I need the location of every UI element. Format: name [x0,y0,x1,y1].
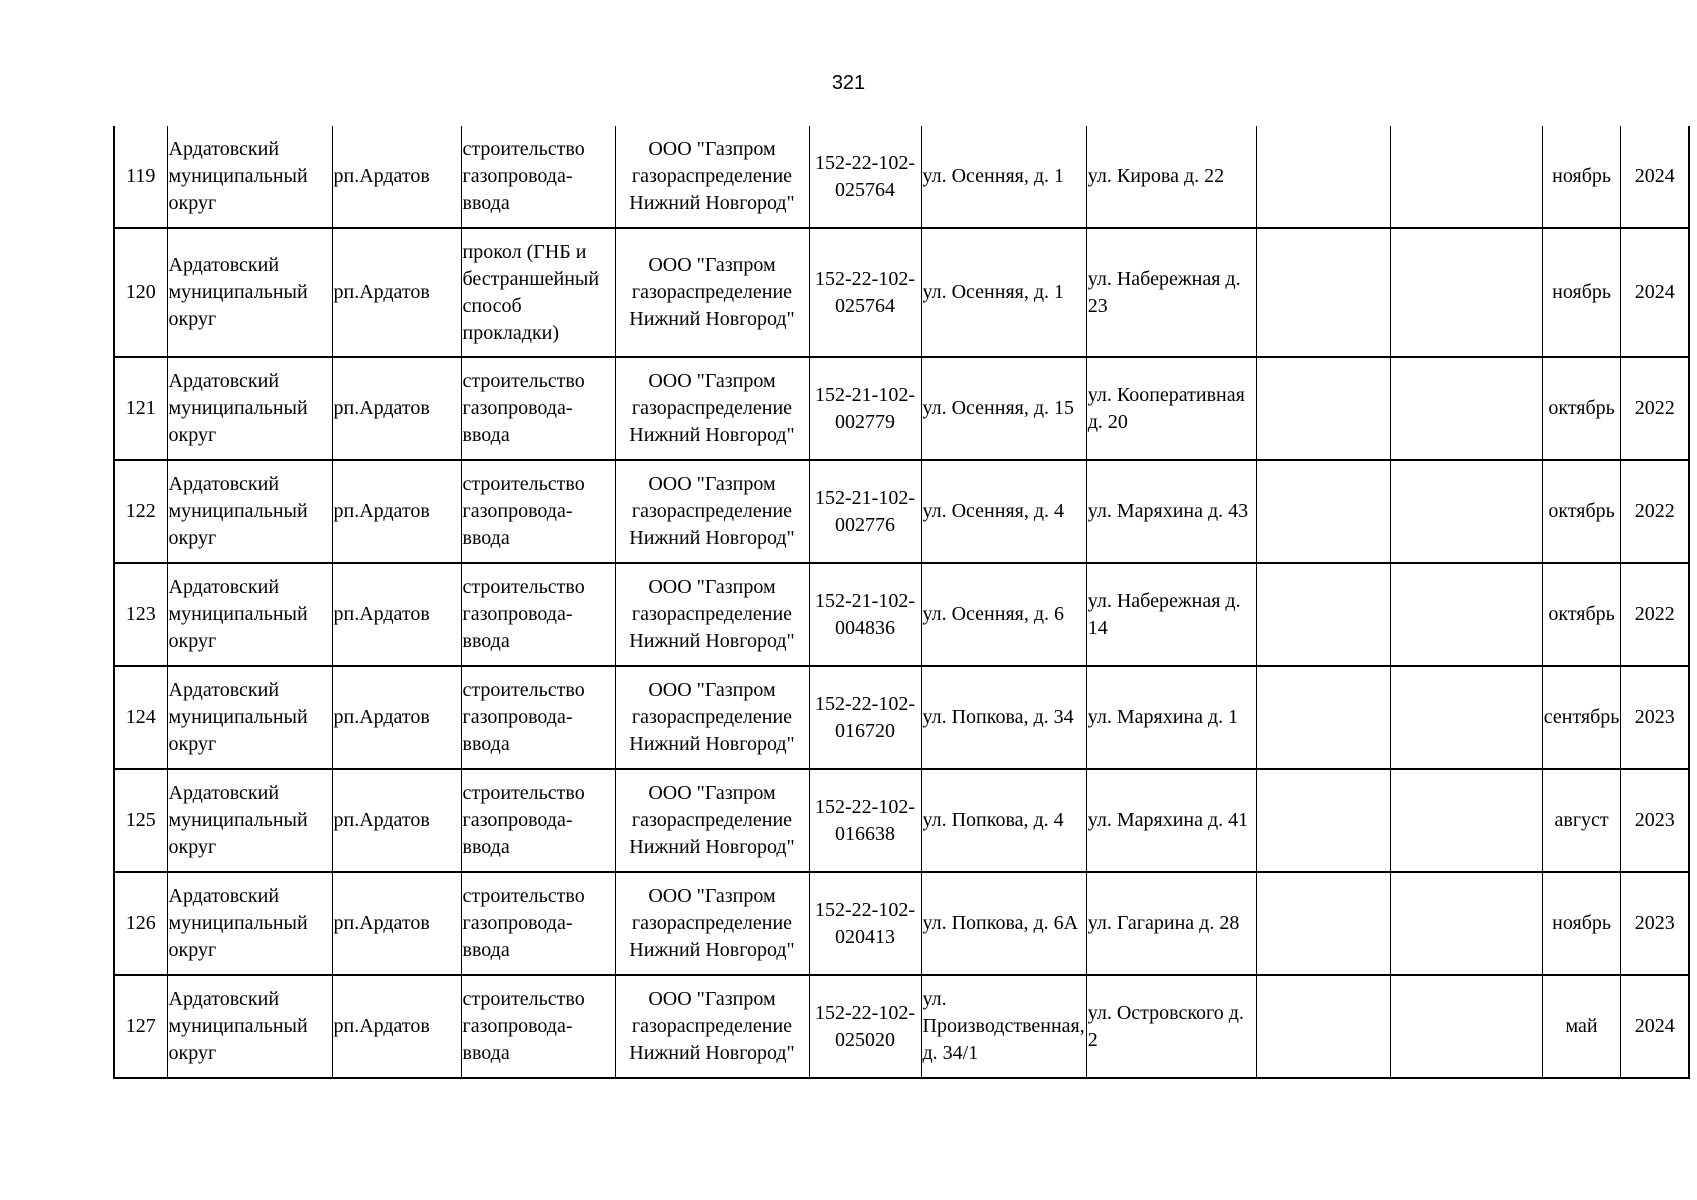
source-address-cell: ул. Попкова, д. 34 [921,666,1086,769]
source-address-cell: ул. Осенняя, д. 1 [921,126,1086,228]
target-address-cell: ул. Кооперативная д. 20 [1086,357,1256,460]
code-cell: 152-22-102-016720 [809,666,921,769]
empty-cell [1256,563,1390,666]
code-cell: 152-21-102-002779 [809,357,921,460]
target-address-cell: ул. Кирова д. 22 [1086,126,1256,228]
source-address-cell: ул. Попкова, д. 4 [921,769,1086,872]
empty-cell [1256,126,1390,228]
table-row [114,357,1689,460]
settlement-cell: рп.Ардатов [332,769,461,872]
empty-cell [1390,357,1542,460]
settlement-cell: рп.Ардатов [332,126,461,228]
empty-cell [1390,975,1542,1078]
year-cell: 2022 [1621,460,1689,563]
table-row [114,769,1689,872]
month-cell: ноябрь [1542,872,1621,975]
work-type-cell: строительство газопровода-ввода [461,126,615,228]
organization-cell: ООО "Газпром газораспределение Нижний Новгород" [615,357,809,460]
empty-cell [1256,872,1390,975]
organization-cell: ООО "Газпром газораспределение Нижний Новгород" [615,872,809,975]
source-address-cell: ул. Осенняя, д. 15 [921,357,1086,460]
month-cell: октябрь [1542,357,1621,460]
source-address-cell: ул. Производственная, д. 34/1 [921,975,1086,1078]
row-number: 126 [114,872,167,975]
code-cell: 152-22-102-025764 [809,126,921,228]
empty-cell [1390,769,1542,872]
year-cell: 2024 [1621,228,1689,357]
empty-cell [1390,126,1542,228]
empty-cell [1256,769,1390,872]
code-cell: 152-21-102-002776 [809,460,921,563]
year-cell: 2024 [1621,126,1689,228]
work-type-cell: строительство газопровода-ввода [461,769,615,872]
work-type-cell: прокол (ГНБ и бестраншейный способ прокладки) [461,228,615,357]
settlement-cell: рп.Ардатов [332,563,461,666]
table-row [114,126,1689,228]
district-cell: Ардатовский муниципальный округ [167,872,332,975]
district-cell: Ардатовский муниципальный округ [167,460,332,563]
source-address-cell: ул. Осенняя, д. 6 [921,563,1086,666]
year-cell: 2024 [1621,975,1689,1078]
row-number: 127 [114,975,167,1078]
settlement-cell: рп.Ардатов [332,872,461,975]
settlement-cell: рп.Ардатов [332,460,461,563]
organization-cell: ООО "Газпром газораспределение Нижний Новгород" [615,563,809,666]
month-cell: ноябрь [1542,126,1621,228]
code-cell: 152-22-102-016638 [809,769,921,872]
district-cell: Ардатовский муниципальный округ [167,357,332,460]
target-address-cell: ул. Островского д. 2 [1086,975,1256,1078]
district-cell: Ардатовский муниципальный округ [167,228,332,357]
source-address-cell: ул. Осенняя, д. 4 [921,460,1086,563]
target-address-cell: ул. Гагарина д. 28 [1086,872,1256,975]
row-number: 122 [114,460,167,563]
row-number: 119 [114,126,167,228]
organization-cell: ООО "Газпром газораспределение Нижний Новгород" [615,228,809,357]
table-row [114,975,1689,1078]
empty-cell [1256,357,1390,460]
code-cell: 152-21-102-004836 [809,563,921,666]
empty-cell [1256,666,1390,769]
table-row [114,460,1689,563]
settlement-cell: рп.Ардатов [332,357,461,460]
target-address-cell: ул. Набережная д. 23 [1086,228,1256,357]
target-address-cell: ул. Маряхина д. 43 [1086,460,1256,563]
target-address-cell: ул. Маряхина д. 41 [1086,769,1256,872]
work-type-cell: строительство газопровода-ввода [461,460,615,563]
district-cell: Ардатовский муниципальный округ [167,563,332,666]
row-number: 123 [114,563,167,666]
month-cell: октябрь [1542,460,1621,563]
target-address-cell: ул. Маряхина д. 1 [1086,666,1256,769]
month-cell: сентябрь [1542,666,1621,769]
organization-cell: ООО "Газпром газораспределение Нижний Новгород" [615,975,809,1078]
year-cell: 2023 [1621,872,1689,975]
source-address-cell: ул. Осенняя, д. 1 [921,228,1086,357]
table-row [114,872,1689,975]
year-cell: 2023 [1621,666,1689,769]
work-type-cell: строительство газопровода-ввода [461,666,615,769]
table-row [114,666,1689,769]
table-row [114,563,1689,666]
data-table [113,126,1690,1079]
empty-cell [1390,872,1542,975]
year-cell: 2022 [1621,357,1689,460]
year-cell: 2022 [1621,563,1689,666]
district-cell: Ардатовский муниципальный округ [167,126,332,228]
row-number: 124 [114,666,167,769]
row-number: 121 [114,357,167,460]
work-type-cell: строительство газопровода-ввода [461,872,615,975]
row-number: 125 [114,769,167,872]
table-row [114,228,1689,357]
empty-cell [1256,460,1390,563]
month-cell: октябрь [1542,563,1621,666]
code-cell: 152-22-102-025764 [809,228,921,357]
district-cell: Ардатовский муниципальный округ [167,666,332,769]
work-type-cell: строительство газопровода-ввода [461,975,615,1078]
settlement-cell: рп.Ардатов [332,228,461,357]
source-address-cell: ул. Попкова, д. 6А [921,872,1086,975]
settlement-cell: рп.Ардатов [332,975,461,1078]
empty-cell [1256,975,1390,1078]
month-cell: май [1542,975,1621,1078]
year-cell: 2023 [1621,769,1689,872]
work-type-cell: строительство газопровода-ввода [461,357,615,460]
empty-cell [1390,666,1542,769]
empty-cell [1390,228,1542,357]
code-cell: 152-22-102-020413 [809,872,921,975]
empty-cell [1256,228,1390,357]
month-cell: август [1542,769,1621,872]
month-cell: ноябрь [1542,228,1621,357]
district-cell: Ардатовский муниципальный округ [167,975,332,1078]
page-number: 321 [831,72,866,94]
row-number: 120 [114,228,167,357]
organization-cell: ООО "Газпром газораспределение Нижний Новгород" [615,126,809,228]
organization-cell: ООО "Газпром газораспределение Нижний Новгород" [615,460,809,563]
settlement-cell: рп.Ардатов [332,666,461,769]
code-cell: 152-22-102-025020 [809,975,921,1078]
target-address-cell: ул. Набережная д. 14 [1086,563,1256,666]
empty-cell [1390,563,1542,666]
district-cell: Ардатовский муниципальный округ [167,769,332,872]
empty-cell [1390,460,1542,563]
organization-cell: ООО "Газпром газораспределение Нижний Новгород" [615,666,809,769]
work-type-cell: строительство газопровода-ввода [461,563,615,666]
organization-cell: ООО "Газпром газораспределение Нижний Новгород" [615,769,809,872]
